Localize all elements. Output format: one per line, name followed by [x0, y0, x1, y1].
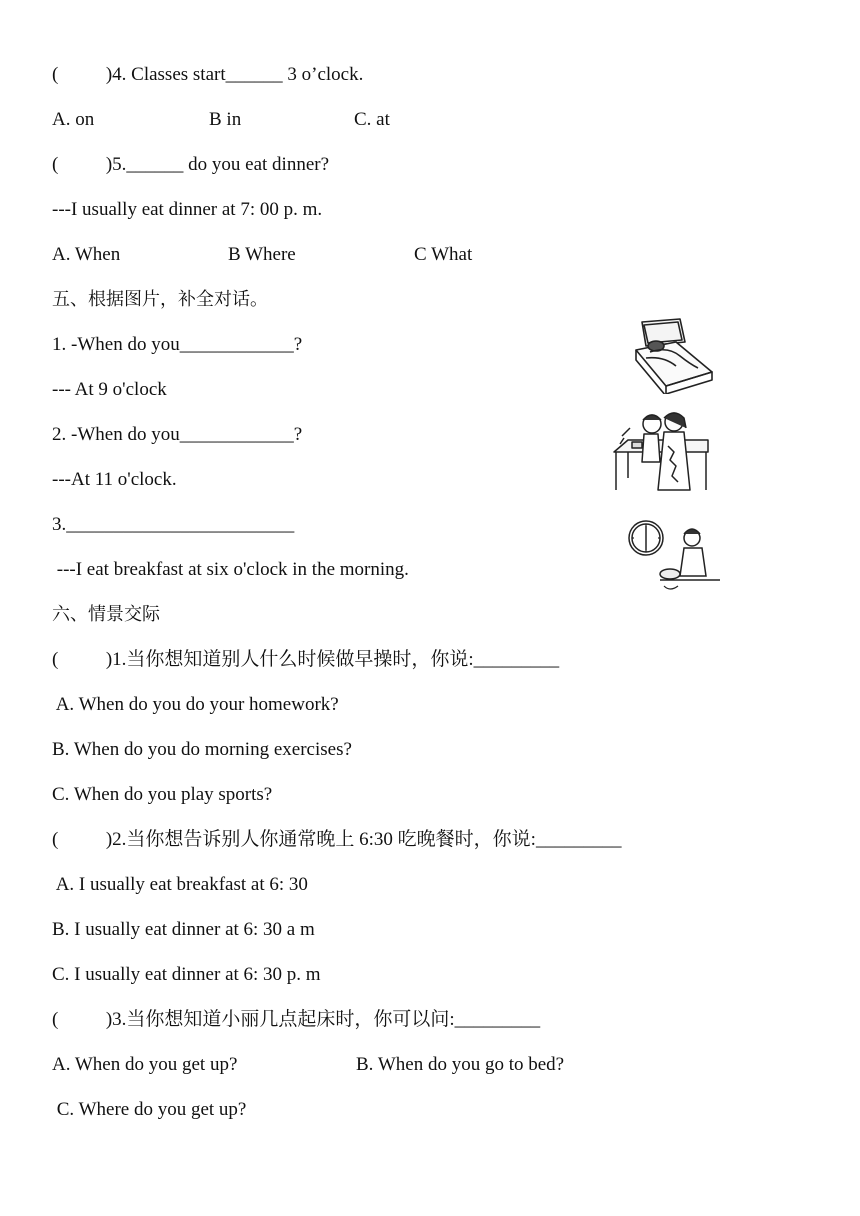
s6-q2-stem: ( )2.当你想告诉别人你通常晚上 6:30 吃晚餐时，你说:_________	[52, 829, 622, 850]
s5-item3-answer: ---I eat breakfast at six o'clock in the morning.	[52, 559, 409, 580]
s6-q2-option-b: B. I usually eat dinner at 6: 30 a m	[52, 919, 315, 940]
q4-option-b: B in	[209, 109, 242, 130]
s6-q3-option-b: B. When do you go to bed?	[356, 1054, 565, 1075]
q4-option-c: C. at	[354, 109, 390, 130]
s6-q1-stem: ( )1.当你想知道别人什么时候做早操时，你说:_________	[52, 649, 560, 670]
q5-stem: ( )5.______ do you eat dinner?	[52, 154, 330, 175]
s6-q2-option-c: C. I usually eat dinner at 6: 30 p. m	[52, 964, 321, 985]
s6-q3-option-a: A. When do you get up?	[52, 1054, 238, 1075]
s6-q1-option-a: A. When do you do your homework?	[52, 694, 339, 715]
section5-heading: 五、根据图片，补全对话。	[52, 289, 268, 310]
q5-option-b: B Where	[228, 244, 296, 265]
bed-icon	[628, 316, 718, 394]
s5-item2-answer: ---At 11 o'clock.	[52, 469, 177, 490]
s6-q3-stem: ( )3.当你想知道小丽几点起床时，你可以问:_________	[52, 1009, 541, 1030]
students-at-desk-icon	[608, 406, 716, 498]
s6-q2-option-a: A. I usually eat breakfast at 6: 30	[52, 874, 308, 895]
s5-item1-question: 1. -When do you____________?	[52, 334, 303, 355]
s6-q3-option-c: C. Where do you get up?	[52, 1099, 247, 1120]
q4-option-a: A. on	[52, 109, 95, 130]
s6-q1-option-b: B. When do you do morning exercises?	[52, 739, 352, 760]
s5-item2-question: 2. -When do you____________?	[52, 424, 303, 445]
s6-q1-option-c: C. When do you play sports?	[52, 784, 273, 805]
s5-item1-answer: --- At 9 o'clock	[52, 379, 167, 400]
q4-stem: ( )4. Classes start______ 3 o’clock.	[52, 64, 364, 85]
s5-item3-question: 3.________________________	[52, 514, 295, 535]
clock-and-boy-eating-icon	[624, 516, 724, 596]
q5-option-c: C What	[414, 244, 473, 265]
section6-heading: 六、情景交际	[52, 604, 160, 625]
q5-answer: ---I usually eat dinner at 7: 00 p. m.	[52, 199, 323, 220]
q5-option-a: A. When	[52, 244, 121, 265]
